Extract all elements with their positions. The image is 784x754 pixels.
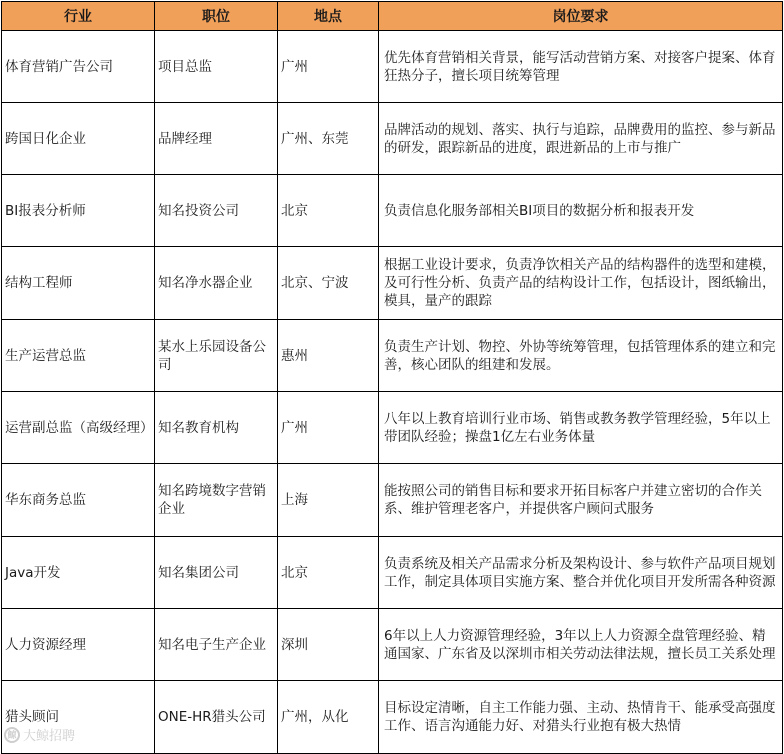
cell-requirements: 负责系统及相关产品需求分析及架构设计、参与软件产品项目规划工作，制定具体项目实施方案、整合并优化项目开发所需各种资源: [379, 537, 783, 609]
table-row: [2, 681, 783, 754]
cell-industry: 人力资源经理: [2, 609, 155, 681]
cell-requirements: 优先体育营销相关背景，能写活动营销方案、对接客户提案、体育狂热分子，擅长项目统筹管理: [379, 31, 783, 103]
table-row: [2, 320, 783, 392]
cell-requirements: 目标设定清晰，自主工作能力强、主动、热情肯干、能承受高强度工作、语言沟通能力好、对猎头行业抱有极大热情: [379, 681, 783, 754]
cell-industry: 体育营销广告公司: [2, 31, 155, 103]
cell-location: 上海: [278, 464, 379, 537]
table-row: [2, 537, 783, 609]
cell-location: 惠州: [278, 320, 379, 392]
cell-location: 北京、宁波: [278, 247, 379, 320]
table-row: [2, 31, 783, 103]
cell-location: 深圳: [278, 609, 379, 681]
cell-location: 广州: [278, 31, 379, 103]
cell-requirements: 负责信息化服务部相关BI项目的数据分析和报表开发: [379, 175, 783, 247]
cell-position: 知名投资公司: [155, 175, 278, 247]
cell-position: 品牌经理: [155, 103, 278, 175]
cell-position: 知名电子生产企业: [155, 609, 278, 681]
cell-position: 知名教育机构: [155, 392, 278, 464]
cell-position: 某水上乐园设备公司: [155, 320, 278, 392]
cell-requirements: 八年以上教育培训行业市场、销售或教务教学管理经验，5年以上带团队经验；操盘1亿左右业务体量: [379, 392, 783, 464]
header-requirements: 岗位要求: [379, 2, 783, 31]
cell-requirements: 能按照公司的销售目标和要求开拓目标客户并建立密切的合作关系、维护管理老客户，并提供客户顾问式服务: [379, 464, 783, 537]
cell-location: 北京: [278, 175, 379, 247]
cell-location: 北京: [278, 537, 379, 609]
cell-requirements: 根据工业设计要求，负责净饮相关产品的结构器件的选型和建模，及可行性分析、负责产品的结构设计工作，包括设计，图纸输出，模具，量产的跟踪: [379, 247, 783, 320]
table-row: [2, 464, 783, 537]
cell-industry: BI报表分析师: [2, 175, 155, 247]
header-location: 地点: [278, 2, 379, 31]
cell-position: 知名集团公司: [155, 537, 278, 609]
table-row: [2, 103, 783, 175]
cell-industry: 运营副总监（高级经理）: [2, 392, 155, 464]
cell-requirements: 品牌活动的规划、落实、执行与追踪，品牌费用的监控、参与新品的研发，跟踪新品的进度，跟进新品的上市与推广: [379, 103, 783, 175]
cell-position: 项目总监: [155, 31, 278, 103]
watermark: [4, 725, 75, 744]
table-row: [2, 609, 783, 681]
cell-industry: 生产运营总监: [2, 320, 155, 392]
cell-industry: 华东商务总监: [2, 464, 155, 537]
watermark-text: 大鲸招聘: [23, 729, 76, 744]
cell-industry: 结构工程师: [2, 247, 155, 320]
table-row: [2, 392, 783, 464]
table-header-row: [2, 2, 783, 31]
job-listing-table: [1, 1, 783, 754]
cell-industry: Java开发: [2, 537, 155, 609]
cell-industry: 跨国日化企业: [2, 103, 155, 175]
header-position: 职位: [155, 2, 278, 31]
cell-location: 广州，从化: [278, 681, 379, 754]
header-industry: 行业: [2, 2, 155, 31]
cell-position: ONE-HR猎头公司: [155, 681, 278, 754]
cell-requirements: 负责生产计划、物控、外协等统筹管理，包括管理体系的建立和完善，核心团队的组建和发展。: [379, 320, 783, 392]
table-row: [2, 247, 783, 320]
whale-logo-icon: 鲸: [4, 727, 20, 743]
cell-requirements: 6年以上人力资源管理经验，3年以上人力资源全盘管理经验、精通国家、广东省及以深圳市相关劳动法律法规，擅长员工关系处理: [379, 609, 783, 681]
cell-industry: 猎头顾问: [2, 681, 155, 754]
table-row: [2, 175, 783, 247]
cell-position: 知名跨境数字营销企业: [155, 464, 278, 537]
cell-location: 广州、东莞: [278, 103, 379, 175]
cell-location: 广州: [278, 392, 379, 464]
cell-position: 知名净水器企业: [155, 247, 278, 320]
